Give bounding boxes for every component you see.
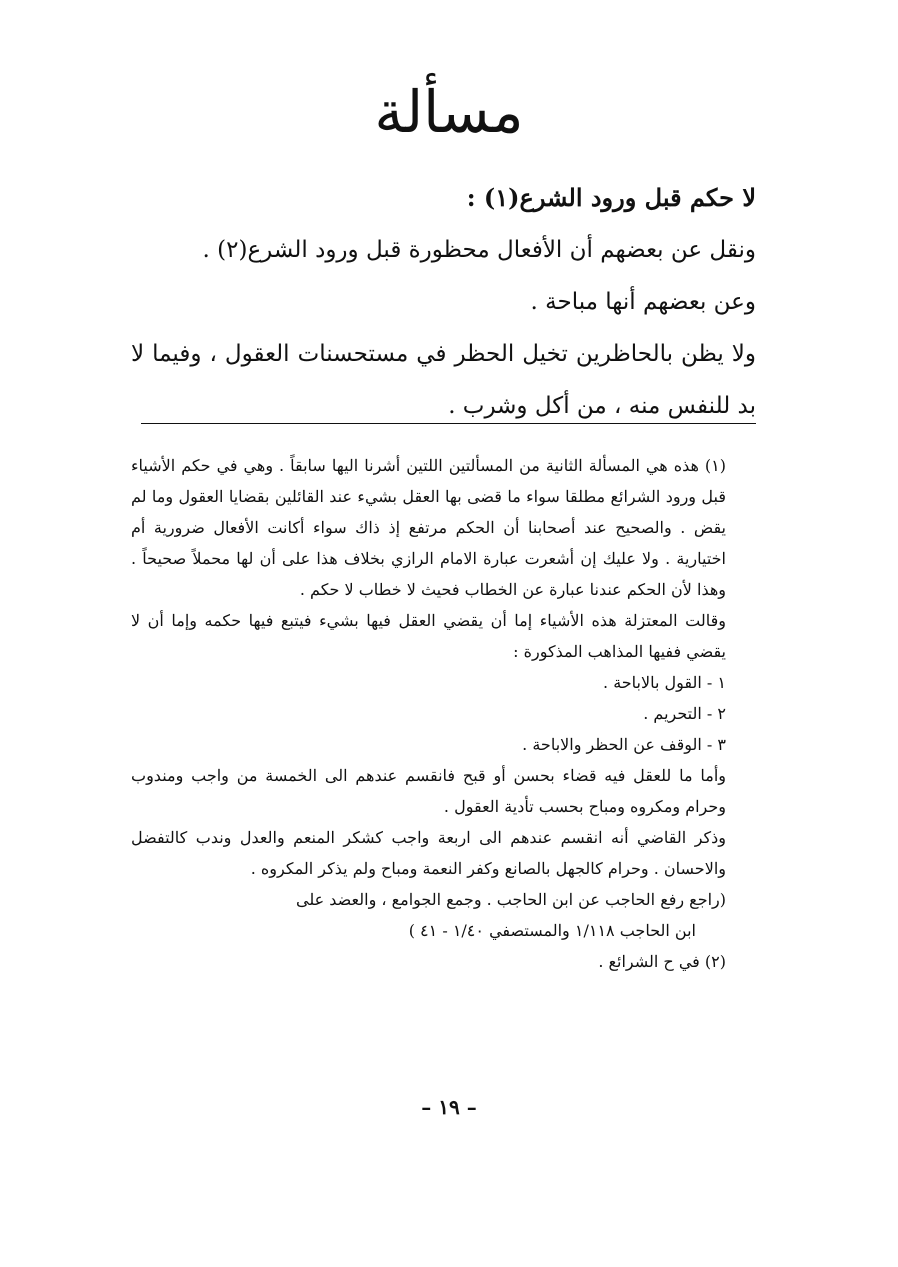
main-paragraph-2: وعن بعضهم أنها مباحة .	[530, 289, 756, 315]
footnote-1-paragraph-4: وذكر القاضي أنه انقسم عندهم الى اربعة واجب كشكر المنعم والعدل وندب كالتفضل والاحسان . وحرام كالجهل بالصانع وكفر النعمة ومباح ولم يذكر المكروه .	[131, 828, 726, 878]
footnote-1-paragraph-1: (١) هذه هي المسألة الثانية من المسألتين اللتين أشرنا اليها سابقاً . وهي في حكم الأشياء قبل ورود الشرائع مطلقا سواء ما قضى بها العقل بشيء عند القائلين بقضايا العقول وما لم يقض . والصحيح عند أصحابنا أن الحكم مرتفع إذ ذاك سواء أكانت الأفعال ضرورية أم اختيارية . ولا عليك إن أشعرت عبارة الامام الرازي بخلاف هذا على أن لها محملاً صحيحاً . وهذا لأن الحكم عندنا عبارة عن الخطاب فحيث لا خطاب لا حكم .	[131, 456, 726, 599]
footnote-1-paragraph-3: وأما ما للعقل فيه قضاء بحسن أو قبح فانقسم عندهم الى الخمسة من واجب ومندوب وحرام ومكروه ومباح بحسب تأدية العقول .	[131, 766, 726, 816]
footnote-list-item: ٣ - الوقف عن الحظر والاباحة .	[522, 735, 726, 754]
footnote-divider	[141, 423, 756, 424]
footnote-list-item: ١ - القول بالاباحة .	[603, 673, 726, 692]
footnote-reference-line-1: (راجع رفع الحاجب عن ابن الحاجب . وجمع الجوامع ، والعضد على	[295, 890, 726, 909]
main-heading: لا حكم قبل ورود الشرع(١) :	[466, 183, 756, 212]
main-text	[131, 172, 756, 432]
section-title: مسألة	[374, 78, 524, 146]
main-paragraph-3: ولا يظن بالحاظرين تخيل الحظر في مستحسنات العقول ، وفيما لا بد للنفس منه ، من أكل وشرب .	[131, 341, 756, 419]
main-paragraph-1: ونقل عن بعضهم أن الأفعال محظورة قبل ورود الشرع(٢) .	[202, 237, 756, 263]
footnote-2: (٢) في ح الشرائع .	[598, 952, 726, 971]
footnotes	[131, 450, 756, 977]
footnote-reference-line-2: ابن الحاجب ١/١١٨ والمستصفي ١/٤٠ - ٤١ )	[408, 921, 696, 940]
footnote-1-paragraph-2: وقالت المعتزلة هذه الأشياء إما أن يقضي العقل فيها بشيء فيتبع فيها حكمه وإما أن لا يقضي ففيها المذاهب المذكورة :	[131, 611, 727, 661]
footnote-list-item: ٢ - التحريم .	[643, 704, 726, 723]
page-number: – ١٩ –	[421, 1095, 477, 1119]
